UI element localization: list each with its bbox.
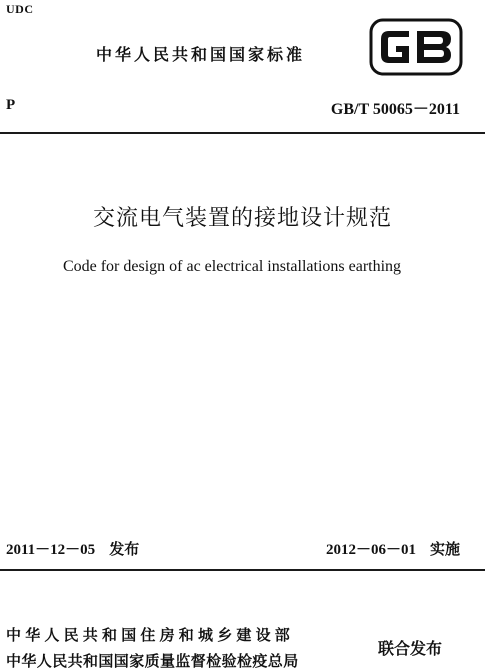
joint-issue-label: 联合发布 — [378, 639, 443, 658]
gb-logo-letter-g — [381, 31, 409, 63]
title-english: Code for design of ac electrical installations earthing — [62, 258, 402, 275]
top-divider — [0, 132, 485, 134]
gb-logo — [369, 18, 463, 76]
classification-code: P — [6, 97, 16, 113]
implementation-date: 2012－06－01 — [325, 542, 416, 558]
title-chinese: 交流电气装置的接地设计规范 — [92, 206, 392, 231]
issue-date-block — [6, 538, 139, 559]
udc-label: UDC — [6, 2, 34, 16]
issue-date: 2011－12－05 — [6, 542, 96, 558]
bottom-divider — [0, 569, 485, 571]
standard-type-heading: 中华人民共和国国家标准 — [96, 45, 306, 64]
issuer-ministry-housing: 中华人民共和国住房和城乡建设部 — [6, 626, 295, 644]
gb-logo-letter-b — [417, 31, 451, 63]
implementation-date-block — [326, 538, 460, 559]
issuer-aqsiq: 中华人民共和国国家质量监督检验检疫总局 — [6, 652, 299, 670]
issue-label: 发布 — [109, 540, 140, 558]
standard-number: GB/T 50065－2011 — [330, 101, 460, 118]
implementation-label: 实施 — [429, 540, 460, 558]
